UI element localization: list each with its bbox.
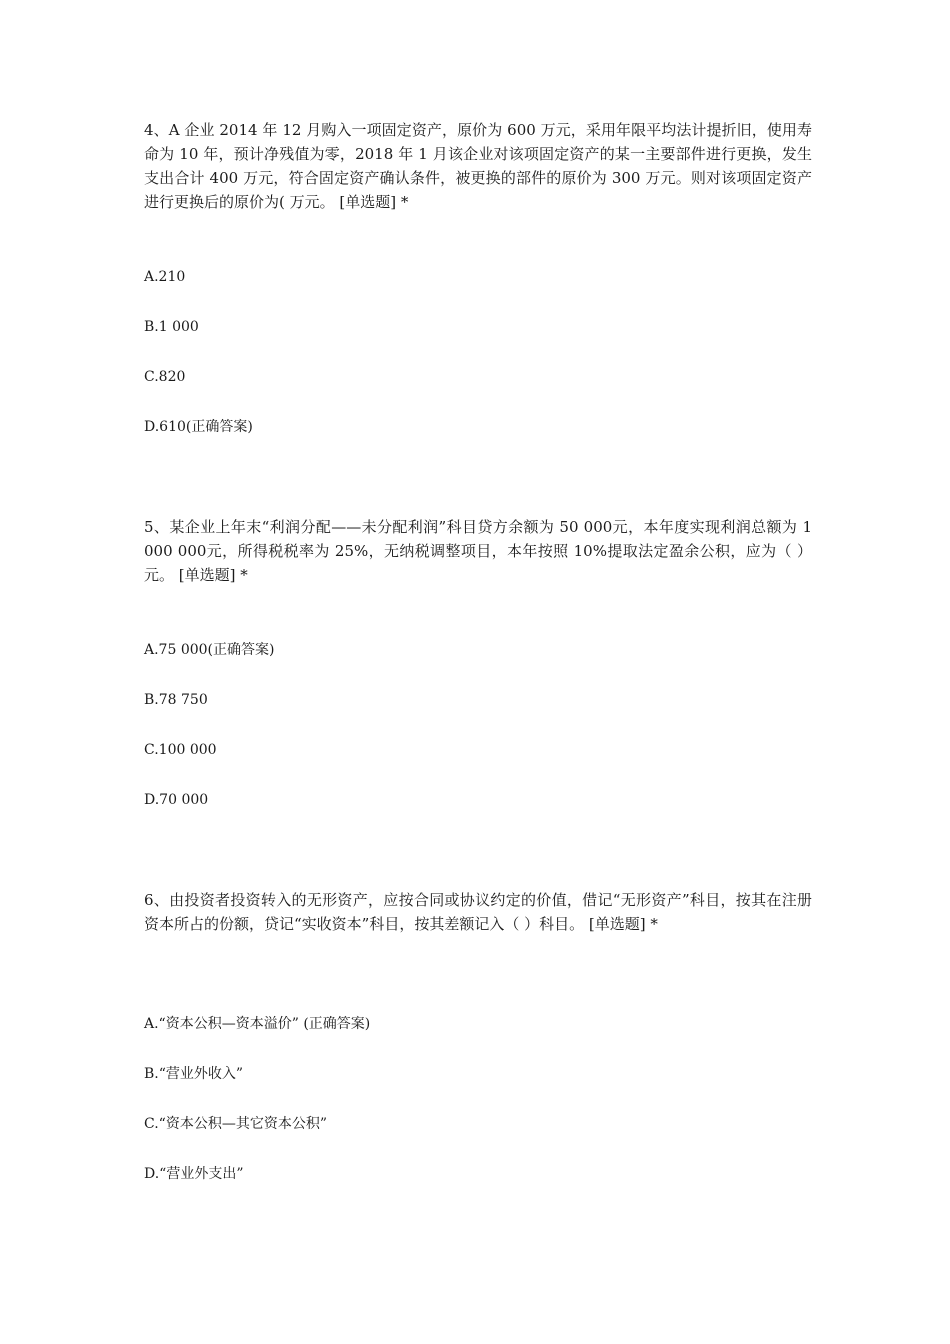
option-a[interactable]: A.75 000(正确答案) — [144, 642, 275, 658]
option-d[interactable]: D.“营业外支出” — [144, 1166, 244, 1182]
option-d[interactable]: D.70 000 — [144, 792, 209, 808]
option-b[interactable]: B.“营业外收入” — [144, 1066, 244, 1082]
option-b[interactable]: B.78 750 — [144, 692, 208, 708]
option-d[interactable]: D.610(正确答案) — [144, 419, 253, 435]
question-6 — [144, 888, 812, 936]
option-c[interactable]: C.“资本公积—其它资本公积” — [144, 1116, 327, 1132]
question-5 — [144, 515, 812, 587]
question-text: 4、A 企业 2014 年 12 月购入一项固定资产，原价为 600 万元，采用年限平均法计提折旧，使用寿命为 10 年，预计净残值为零，2018 年 1 月该企业对该项固定资产的某一主要部件进行更换，发生支出合计 400 万元，符合固定资产确认条件，被更换的部件的原价为 300 万元。则对该项固定资产进行更换后的原价为( 万元。 [单选题] * — [144, 121, 812, 211]
question-text: 6、由投资者投资转入的无形资产，应按合同或协议约定的价值，借记“无形资产”科目，按其在注册资本所占的份额，贷记“实收资本”科目，按其差额记入（ ）科目。 [单选题] * — [144, 891, 812, 933]
option-c[interactable]: C.100 000 — [144, 742, 217, 758]
option-a[interactable]: A.210 — [144, 269, 186, 285]
option-c[interactable]: C.820 — [144, 369, 186, 385]
option-b[interactable]: B.1 000 — [144, 319, 199, 335]
question-text: 5、某企业上年末“利润分配——未分配利润”科目贷方余额为 50 000元，本年度实现利润总额为 1 000 000元，所得税税率为 25%，无纳税调整项目，本年按照 10%提取法定盈余公积，应为（ ）元。 [单选题] * — [144, 518, 812, 584]
option-a[interactable]: A.“资本公积—资本溢价” (正确答案) — [144, 1016, 371, 1032]
question-4 — [144, 118, 812, 214]
